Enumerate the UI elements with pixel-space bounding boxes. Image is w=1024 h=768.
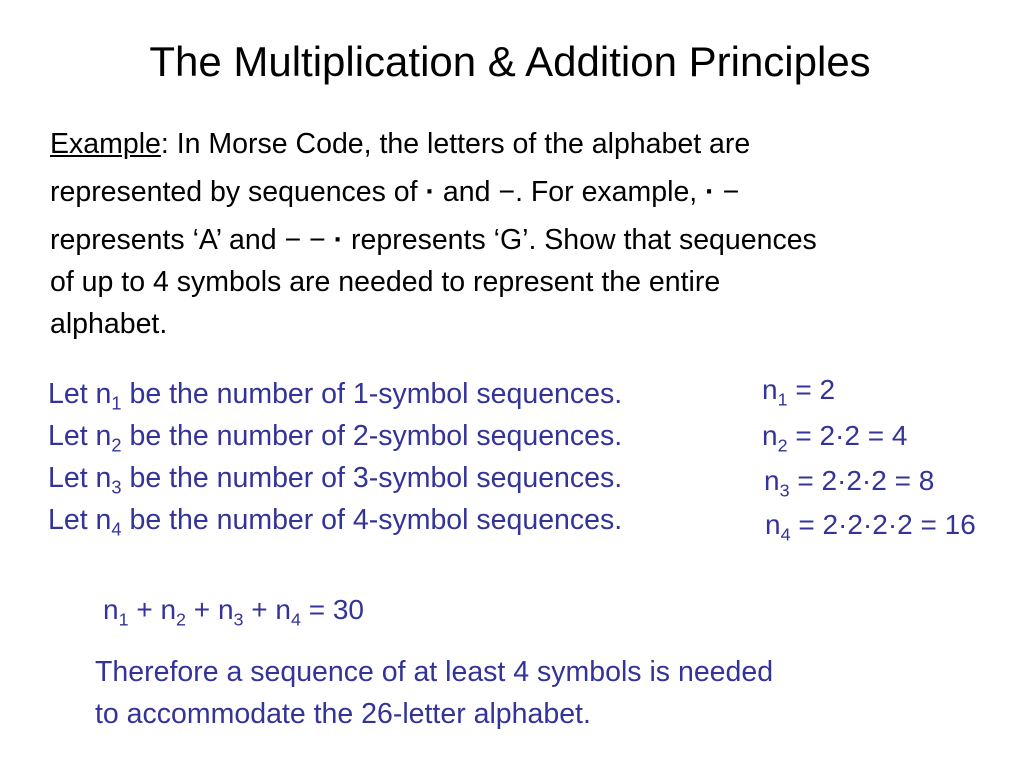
dot-symbol: ·: [333, 224, 344, 256]
dot-symbol: ·: [705, 176, 715, 208]
definition-line: Let $n_3$ be the number of 3-symbol sequences.: [48, 462, 623, 498]
result-line: $n_1 = 2$: [762, 374, 836, 410]
definition-line: Let $n_1$ be the number of 1-symbol sequences.: [48, 378, 623, 414]
dash-symbol: −: [284, 224, 302, 256]
sum-equation: $n_1 + n_2 + n_3 + n_4 = 30$: [103, 594, 365, 630]
example-line-2: represented by sequences of · and −. For example, · −: [50, 176, 740, 208]
result-line: $n_4 = 2\cdot 2\cdot 2\cdot 2 = 16$: [765, 509, 976, 545]
dash-symbol: −: [722, 176, 740, 208]
definition-line: Let $n_2$ be the number of 2-symbol sequences.: [48, 420, 623, 456]
example-label: Example: [50, 128, 161, 160]
example-line-1: Example: In Morse Code, the letters of the alphabet are: [50, 128, 751, 160]
result-line: $n_3 = 2\cdot 2\cdot 2 = 8$: [764, 465, 935, 501]
result-line: $n_2 = 2\cdot 2 = 4$: [762, 420, 908, 456]
slide-title: The Multiplication & Addition Principles: [149, 38, 871, 85]
example-line-3: represents ‘A’ and − − · represents ‘G’. Show that sequences: [50, 224, 817, 256]
conclusion-line-2: to accommodate the 26-letter alphabet.: [95, 698, 591, 730]
example-line-4: of up to 4 symbols are needed to represent the entire: [50, 266, 721, 298]
dot-symbol: ·: [425, 176, 435, 208]
conclusion-line-1: Therefore a sequence of at least 4 symbols is needed: [95, 656, 774, 688]
definition-line: Let $n_4$ be the number of 4-symbol sequences.: [48, 504, 623, 540]
example-line-5: alphabet.: [50, 308, 168, 340]
dash-symbol: −: [309, 224, 326, 256]
dash-symbol: −: [498, 176, 516, 208]
